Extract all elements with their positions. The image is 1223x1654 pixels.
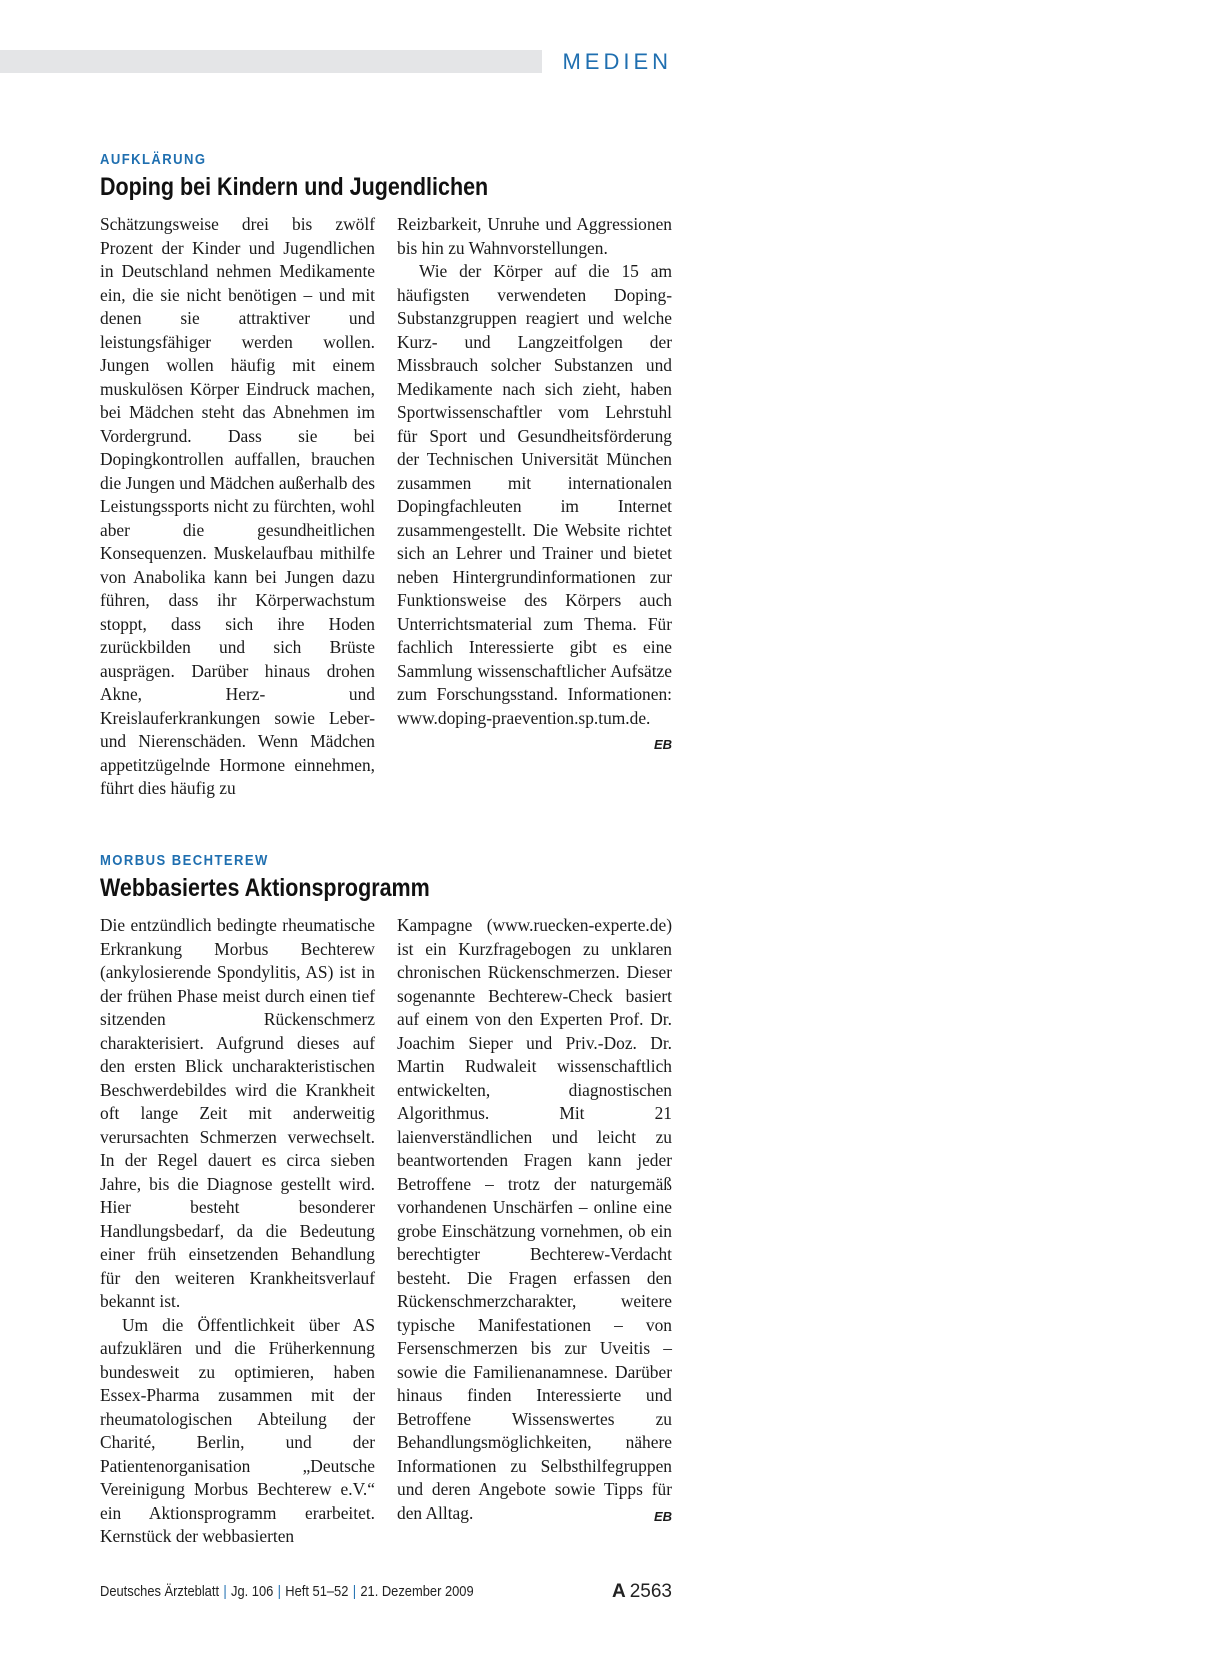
section-label: MEDIEN	[542, 48, 672, 75]
paragraph: Um die Öffentlichkeit über AS aufzuklären und die Früherkennung bundesweit zu optimieren, haben Essex-Pharma zusammen mit der rheumatologischen Abteilung der Charité, Berlin, und der Patientenorganisation „Deutsche Vereinigung Morbus Bechterew e.V.“ ein Aktionsprogramm erarbeitet. Kernstück der webbasierten	[100, 1314, 375, 1546]
author-signature: EB	[653, 737, 672, 752]
article-column-right	[397, 914, 672, 1528]
footer-citation	[100, 1580, 474, 1604]
article-doping	[100, 151, 672, 798]
article-headline: Doping bei Kindern und Jugendlichen	[100, 173, 489, 201]
page-number	[612, 1580, 672, 1604]
article-kicker: MORBUS BECHTEREW	[100, 853, 269, 869]
paragraph: Schätzungsweise drei bis zwölf Prozent der Kinder und Jugendlichen in Deutschland nehmen Medikamente ein, die sie nicht benötigen – und mit denen sie attraktiver und leistungsfähiger werden wollen. Jungen wollen häufig mit einem muskulösen Körper Eindruck machen, bei Mädchen steht das Abnehmen im Vordergrund. Dass sie bei Dopingkontrollen auffallen, brauchen die Jungen und Mädchen außerhalb des Leistungssports nicht zu fürchten, wohl aber die gesundheitlichen Konsequenzen. Muskelaufbau mithilfe von Anabolika kann bei Jungen dazu führen, dass ihr Körperwachstum stoppt, dass sich ihre Hoden zurückbilden und sich Brüste ausprägen. Darüber hinaus drohen Akne, Herz- und Kreislauferkrankungen sowie Leber- und Nierenschäden. Wenn Mädchen appetitzügelnde Hormone einnehmen, führt dies häufig zu	[100, 214, 375, 798]
paragraph-text: Wie der Körper auf die 15 am häufigsten verwendeten Doping-Substanzgruppen reagiert und welche Kurz- und Langzeitfolgen der Missbrauch solcher Substanzen und Medikamente nach sich zieht, haben Sportwissenschaftler vom Lehrstuhl für Sport und Gesundheitsförderung der Technischen Universität München zusammen mit internationalen Dopingfachleuten im Internet zusammengestellt. Die Website richtet sich an Lehrer und Trainer und bietet neben Hintergrundinformationen zur Funktionsweise des Körpers auch Unterrichtsmaterial zum Thema. Für fachlich Interessierte gibt es eine Sammlung wissenschaftlicher Aufsätze zum Forschungsstand. Informationen: www.doping-praevention.sp.tum.de.	[397, 261, 672, 728]
journal-name: Deutsches Ärzteblatt	[100, 1583, 220, 1600]
article-column-left	[100, 213, 375, 801]
section-header-bar	[0, 50, 672, 73]
separator: |	[352, 1583, 357, 1600]
paragraph	[397, 914, 672, 1525]
page-number-value: 2563	[629, 1581, 672, 1602]
paragraph: Reizbarkeit, Unruhe und Aggressionen bis hin zu Wahnvorstellungen.	[397, 214, 672, 258]
issue-date: 21. Dezember 2009	[360, 1583, 474, 1600]
article-column-left	[100, 914, 375, 1549]
article-column-right	[397, 213, 672, 757]
author-signature: EB	[653, 1508, 672, 1524]
separator: |	[223, 1583, 227, 1600]
paragraph: Die entzündlich bedingte rheumatische Erkrankung Morbus Bechterew (ankylosierende Spondylitis, AS) ist in der frühen Phase meist durch einen tief sitzenden Rückenschmerz charakterisiert. Aufgrund dieses auf den ersten Blick uncharakteristischen Beschwerdebildes wird die Krankheit oft lange Zeit mit anderweitig verursachten Schmerzen verwechselt. In der Regel dauert es circa sieben Jahre, bis die Diagnose gestellt wird. Hier besteht besonderer Handlungsbedarf, da die Bedeutung einer früh einsetzenden Behandlung für den weiteren Krankheitsverlauf bekannt ist.	[100, 915, 375, 1311]
page-prefix: A	[611, 1581, 626, 1602]
paragraph-text: Kampagne (www.ruecken-experte.de) ist ein Kurzfragebogen zu unklaren chronischen Rückenschmerzen. Dieser sogenannte Bechterew-Check basiert auf einem von den Experten Prof. Dr. Joachim Sieper und Priv.-Doz. Dr. Martin Rudwaleit wissenschaftlich entwickelten, diagnostischen Algorithmus. Mit 21 laienverständlichen und leicht zu beantwortenden Fragen kann jeder Betroffene – trotz der naturgemäß vorhandenen Unschärfen – online eine grobe Einschätzung vornehmen, ob ein berechtigter Bechterew-Verdacht besteht. Die Fragen erfassen den Rückenschmerzcharakter, weitere typische Manifestationen – von Fersenschmerzen bis zur Uveitis – sowie die Familienanamnese. Darüber hinaus finden Interessierte und Betroffene Wissenswertes zu Behandlungsmöglichkeiten, nähere Informationen zu Selbsthilfegruppen und deren Angebote sowie Tipps für den Alltag.	[397, 915, 672, 1523]
separator: |	[277, 1583, 281, 1600]
paragraph	[397, 260, 672, 752]
journal-volume: Jg. 106	[230, 1583, 274, 1600]
article-headline: Webbasiertes Aktionsprogramm	[100, 874, 430, 902]
page-footer	[100, 1580, 672, 1604]
article-kicker: AUFKLÄRUNG	[100, 152, 207, 168]
article-bechterew	[100, 852, 672, 1546]
journal-issue: Heft 51–52	[285, 1583, 349, 1600]
